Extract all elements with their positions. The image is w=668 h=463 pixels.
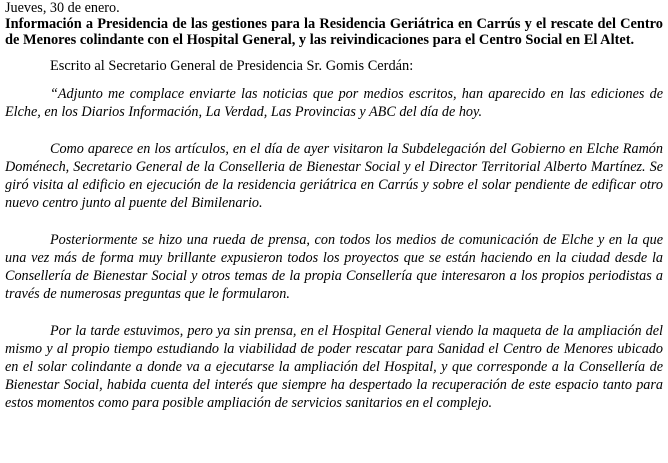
body-paragraph-4: Por la tarde estuvimos, pero ya sin prensa, en el Hospital General viendo la maqueta de la ampliación del mismo y al propio tiempo estudiando la viabilidad de poder rescatar para Sanidad el Centro de Menores ubicado en el solar colindante a donde va a ejecutarse la ampliación del Hospital, y que corresponde a la Consellería de Bienestar Social, habida cuenta del interés que siempre ha despertado la recuperación de este espacio tanto para estos momentos como para posible ampliación de servicios sanitarios en el complejo. <box>5 323 663 411</box>
addressee-line: Escrito al Secretario General de Presidencia Sr. Gomis Cerdán: <box>50 58 414 74</box>
body-paragraph-1: “Adjunto me complace enviarte las noticias que por medios escritos, han aparecido en las ediciones de Elche, en los Diarios Información, La Verdad, Las Provincias y ABC del día de hoy. <box>5 86 663 120</box>
date-line: Jueves, 30 de enero. <box>5 0 120 16</box>
body-paragraph-3: Posteriormente se hizo una rueda de prensa, con todos los medios de comunicación de Elche y en la que una vez más de forma muy brillante expusieron todos los proyectos que se están haciendo en la ciudad desde la Consellería de Bienestar Social y otros temas de la propia Consellería que interesaron a los propios periodistas a través de numerosas preguntas que le formularon. <box>5 232 663 302</box>
document-heading: Información a Presidencia de las gestiones para la Residencia Geriátrica en Carrús y el rescate del Centro de Menores colindante con el Hospital General, y las reivindicaciones para el Centro Social en El Altet. <box>5 16 663 48</box>
body-paragraph-2: Como aparece en los artículos, en el día de ayer visitaron la Subdelegación del Gobierno en Elche Ramón Doménech, Secretario General de la Conselleria de Bienestar Social y el Director Territorial Alberto Martínez. Se giró visita al edificio en ejecución de la residencia geriátrica en Carrús y sobre el solar pendiente de edificar otro nuevo centro junto al puente del Bimilenario. <box>5 141 663 211</box>
document-page <box>5 0 663 412</box>
